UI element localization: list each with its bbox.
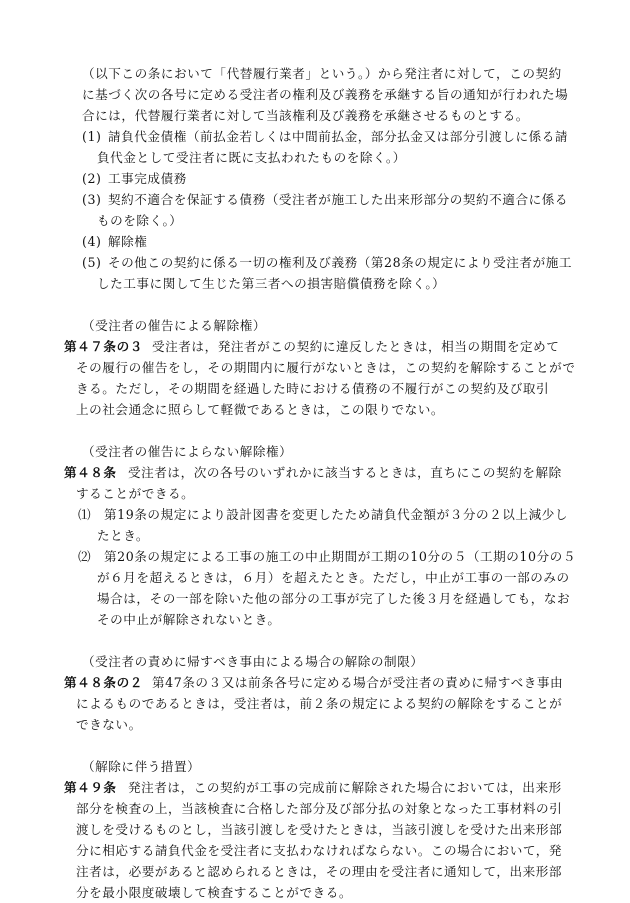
article-49-line-4: 分に相応する請負代金を受注者に支払わなければならない。この場合において，発 <box>76 843 563 858</box>
article-49-caption: （解除に伴う措置） <box>82 759 201 774</box>
article-47-3-number: 第４７条の３ <box>64 339 143 354</box>
intro-item-5-line-2: した工事に関して生じた第三者への損害賠償債務を除く。） <box>97 276 446 291</box>
article-48-item-1-line-2: たとき。 <box>97 528 150 543</box>
article-48-item-1-line-1: 第19条の規定により設計図書を変更したため請負代金額が３分の２以上減少し <box>104 507 569 522</box>
intro-item-5-number: (5) <box>82 255 102 270</box>
intro-item-5-line-1: その他この契約に係る一切の権利及び義務（第28条の規定により受注者が施工 <box>108 255 573 270</box>
article-48-2-number: 第４８条の２ <box>64 675 143 690</box>
article-48-item-2-line-4: その中止が解除されないとき。 <box>97 612 281 627</box>
article-49-line-1: 発注者は，この契約が工事の完成前に解除された場合においては，出来形 <box>128 780 562 795</box>
article-48-line-2: することができる。 <box>76 486 195 501</box>
article-47-3-line-3: きる。ただし，その期間を経過した時における債務の不履行がこの契約及び取引 <box>76 381 550 396</box>
article-49-line-3: 渡しを受けるものとし，当該引渡しを受けたときは，当該引渡しを受けた出来形部 <box>76 822 563 837</box>
article-49-number: 第４９条 <box>64 780 117 795</box>
intro-item-1-line-2: 負代金として受注者に既に支払われたものを除く。） <box>97 150 406 165</box>
intro-item-3-line-1: 契約不適合を保証する債務（受注者が施工した出来形部分の契約不適合に係る <box>108 192 569 207</box>
article-49-line-5: 注者は，必要があると認められるときは，その理由を受注者に通知して，出来形部 <box>76 864 563 879</box>
article-49-line-6: 分を最小限度破壊して検査することができる。 <box>76 885 353 900</box>
intro-line-2: に基づく次の各号に定める受注者の権利及び義務を承継する旨の通知が行われた場 <box>82 87 569 102</box>
article-48-2-line-3: できない。 <box>76 717 142 732</box>
article-48-item-2-line-2: が６月を超えるときは，６月）を超えたとき。ただし，中止が工事の一部のみの <box>97 570 570 585</box>
article-47-3-line-2: その履行の催告をし，その期間内に履行がないときは，この契約を解除することがで <box>76 360 576 375</box>
article-48-item-2-number: ⑵ <box>78 549 92 564</box>
article-47-3-line-1: 受注者は，発注者がこの契約に違反したときは，相当の期間を定めて <box>152 339 560 354</box>
intro-item-2-line-1: 工事完成債務 <box>108 171 187 186</box>
intro-item-4-number: (4) <box>82 234 102 249</box>
article-48-2-caption: （受注者の責めに帰すべき事由による場合の解除の制限） <box>82 654 424 669</box>
intro-item-4-line-1: 解除権 <box>108 234 148 249</box>
article-47-3-caption: （受注者の催告による解除権） <box>82 318 267 333</box>
article-47-3-line-4: 上の社会通念に照らして軽微であるときは，この限りでない。 <box>76 402 445 417</box>
article-48-caption: （受注者の催告によらない解除権） <box>82 444 293 459</box>
intro-line-1: （以下この条において「代替履行業者」という。）から発注者に対して，この契約 <box>82 66 562 81</box>
article-48-item-2-line-1: 第20条の規定による工事の施工の中止期間が工期の10分の５（工期の10分の５ <box>104 549 576 564</box>
article-48-line-1: 受注者は，次の各号のいずれかに該当するときは，直ちにこの契約を解除 <box>128 465 562 480</box>
intro-item-1-line-1: 請負代金債権（前払金若しくは中間前払金，部分払金又は部分引渡しに係る請 <box>108 129 569 144</box>
intro-item-1-number: (1) <box>82 129 102 144</box>
intro-line-3: 合には，代替履行業者に対して当該権利及び義務を承継させるものとする。 <box>82 108 529 123</box>
article-48-2-line-1: 第47条の３又は前条各号に定める場合が受注者の責めに帰すべき事由 <box>152 675 564 690</box>
intro-item-2-number: (2) <box>82 171 102 186</box>
article-48-number: 第４８条 <box>64 465 117 480</box>
intro-item-3-line-2: ものを除く。） <box>97 213 183 228</box>
article-48-item-2-line-3: 場合は，その一部を除いた他の部分の工事が完了した後３月を経過しても，なお <box>97 591 571 606</box>
article-48-2-line-2: によるものであるときは，受注者は，前２条の規定による契約の解除をすることが <box>76 696 563 711</box>
intro-item-3-number: (3) <box>82 192 102 207</box>
article-48-item-1-number: ⑴ <box>78 507 92 522</box>
article-49-line-2: 部分を検査の上，当該検査に合格した部分及び部分払の対象となった工事材料の引 <box>76 801 563 816</box>
